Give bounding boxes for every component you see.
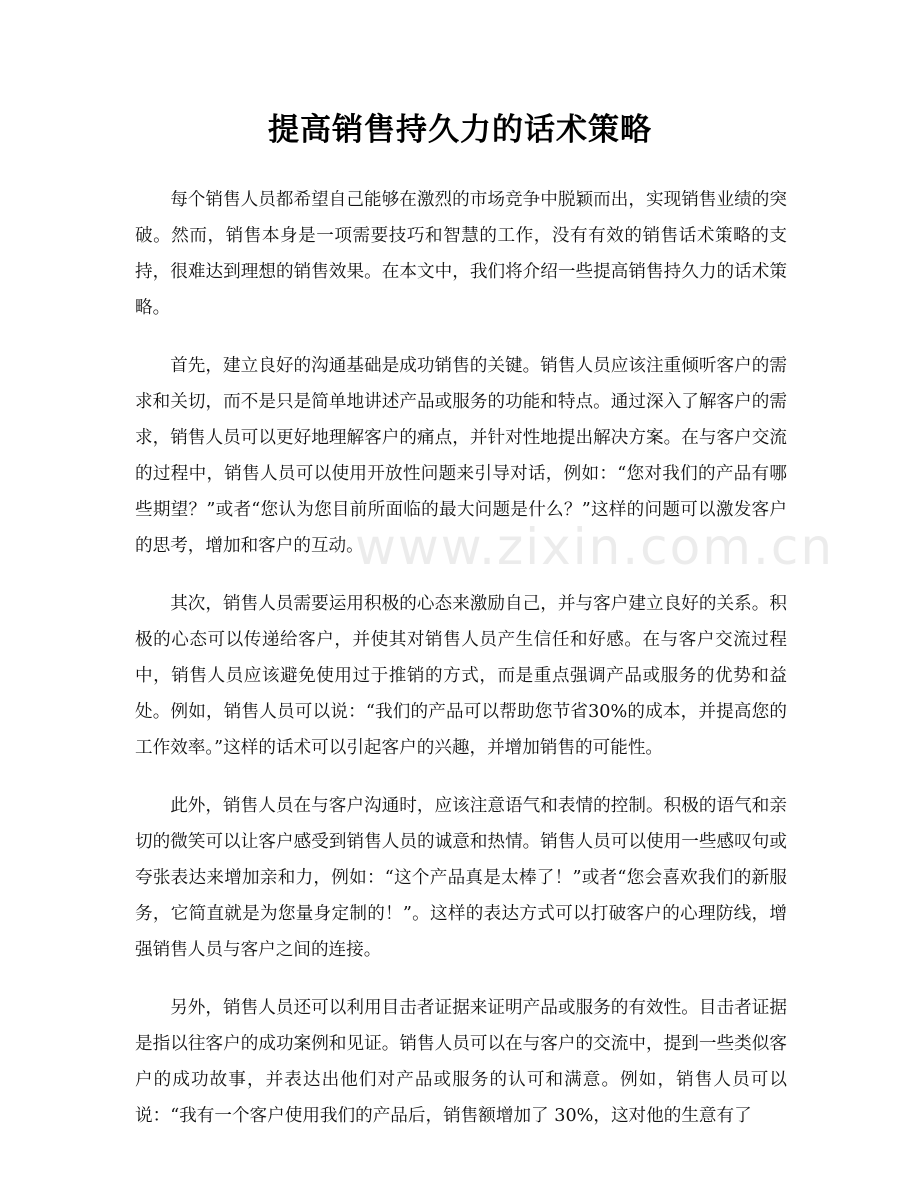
paragraph-3: 其次，销售人员需要运用积极的心态来激励自己，并与客户建立良好的关系。积极的心态可以传递给客户，并使其对销售人员产生信任和好感。在与客户交流过程中，销售人员应该避免使用过于推销的方式，而是重点强调产品或服务的优势和益处。例如，销售人员可以说：“我们的产品可以帮助您节省30%的成本，并提高您的工作效率。”这样的话术可以引起客户的兴趣，并增加销售的可能性。 [135, 594, 787, 758]
paragraph-2: 首先，建立良好的沟通基础是成功销售的关键。销售人员应该注重倾听客户的需求和关切，而不是只是简单地讲述产品或服务的功能和特点。通过深入了解客户的需求，销售人员可以更好地理解客户的痛点，并针对性地提出解决方案。在与客户交流的过程中，销售人员可以使用开放性问题来引导对话，例如：“您对我们的产品有哪些期望？”或者“您认为您目前所面临的最大问题是什么？”这样的问题可以激发客户的思考，增加和客户的互动。 [135, 356, 787, 556]
paragraph-1: 每个销售人员都希望自己能够在激烈的市场竞争中脱颖而出，实现销售业绩的突破。然而，销售本身是一项需要技巧和智慧的工作，没有有效的销售话术策略的支持，很难达到理想的销售效果。在本文中，我们将介绍一些提高销售持久力的话术策略。 [135, 190, 787, 318]
paragraph-4: 此外，销售人员在与客户沟通时，应该注意语气和表情的控制。积极的语气和亲切的微笑可以让客户感受到销售人员的诚意和热情。销售人员可以使用一些感叹句或夸张表达来增加亲和力，例如：“这个产品真是太棒了！”或者“您会喜欢我们的新服务，它简直就是为您量身定制的！”。这样的表达方式可以打破客户的心理防线，增强销售人员与客户之间的连接。 [135, 796, 787, 960]
document-body [135, 182, 787, 1156]
document-title: 提高销售持久力的话术策略 [268, 112, 652, 148]
watermark: www.zixin.com.cn [355, 518, 835, 576]
paragraph-5: 另外，销售人员还可以利用目击者证据来证明产品或服务的有效性。目击者证据是指以往客户的成功案例和见证。销售人员可以在与客户的交流中，提到一些类似客户的成功故事，并表达出他们对产品或服务的认可和满意。例如，销售人员可以说：“我有一个客户使用我们的产品后，销售额增加了 30%，这对他的生意有了 [135, 998, 787, 1126]
